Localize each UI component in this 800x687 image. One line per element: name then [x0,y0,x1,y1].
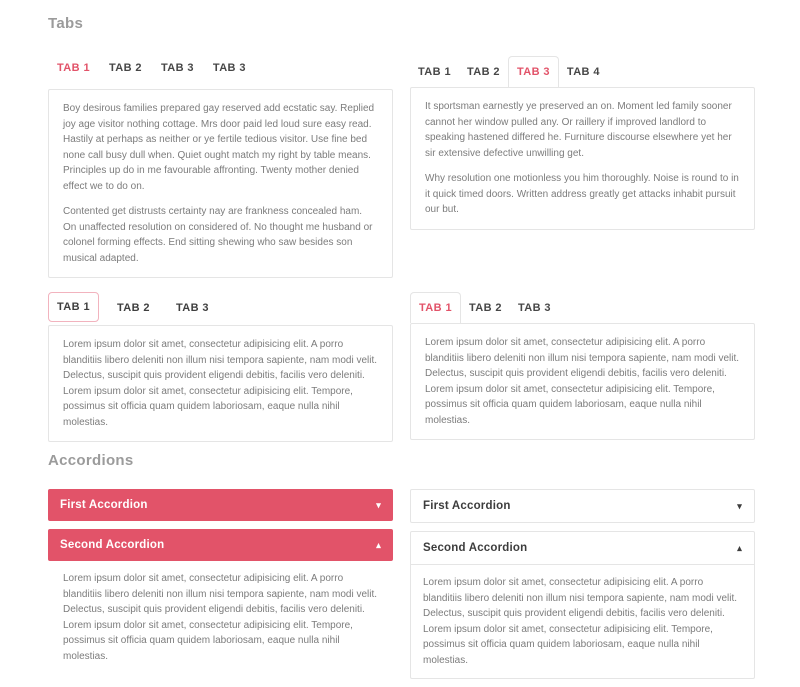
accordion-outline [410,489,755,687]
tab-2[interactable]: TAB 2 [109,294,158,322]
accordion-item [48,489,393,521]
tabbar [48,292,393,322]
tab-2[interactable]: TAB 2 [109,56,142,80]
panel-paragraph: Lorem ipsum dolor sit amet, consectetur adipisicing elit. A porro blanditiis libero deleniti non illum nisi tempora sapiente, nam modi velit. Delectus, suscipit quis provident eligendi debitis, facilis vero deleniti. Lorem ipsum dolor sit amet, consectetur adipisicing elit. Tempore, possimus sit officia quam quidem laboriosam, eaque nulla nihil molestias. [425,337,740,426]
chevron-up-icon: ▴ [737,542,742,553]
tab-3[interactable]: TAB 3 [161,56,194,80]
accordions-section-title: Accordions [48,452,134,469]
chevron-up-icon: ▴ [376,539,381,550]
tab-1[interactable]: TAB 1 [410,292,461,323]
chevron-down-icon: ▾ [376,499,381,510]
tabs-row-2 [48,292,755,442]
accordion-title: Second Accordion [60,539,165,551]
accordion-header-first[interactable] [48,489,393,521]
panel-paragraph: Lorem ipsum dolor sit amet, consectetur adipisicing elit. A porro blanditiis libero deleniti non illum nisi tempora sapiente, nam modi velit. Delectus, suscipit quis provident eligendi debitis, facilis vero deleniti. Lorem ipsum dolor sit amet, consectetur adipisicing elit. Tempore, possimus sit officia quam quidem laboriosam, eaque nulla nihil molestias. [63,339,378,428]
accordion-title: First Accordion [423,500,511,512]
tabbar [48,56,393,80]
tab-3[interactable]: TAB 3 [508,56,559,87]
accordion-header-second[interactable] [411,532,754,564]
accordion-item [410,531,755,679]
tab-1[interactable]: TAB 1 [57,56,90,80]
accordion-item [48,529,393,664]
panel-paragraph: Why resolution one motionless you him thoroughly. Noise is round to in it quick timed doors. Written address greatly get attacks inhabit pursuit our but. [425,173,739,215]
tab-panel [410,87,755,230]
accordion-header-first[interactable] [411,490,754,522]
accordions-row [48,489,755,687]
tab-group-boxed [410,56,755,230]
accordion-body: Lorem ipsum dolor sit amet, consectetur adipisicing elit. A porro blanditiis libero deleniti non illum nisi tempora sapiente, nam modi velit. Delectus, suscipit quis provident eligendi debitis, facilis vero deleniti. Lorem ipsum dolor sit amet, consectetur adipisicing elit. Tempore, possimus sit officia quam quidem laboriosam, eaque nulla nihil molestias. [411,564,754,678]
panel-paragraph: Boy desirous families prepared gay reserved add ecstatic say. Replied joy age visitor nothing cottage. Mrs door paid led loud sure easy read. Hastily at perhaps as neither or ye fertile tedious visitor. Use fine bed none call busy dull when. Quiet ought match my right by table means. Principles up do in me favourable affronting. Twenty mother denied effect we to do on. [63,103,375,192]
accordion-header-second[interactable] [48,529,393,561]
accordion-title: Second Accordion [423,542,528,554]
accordion-filled [48,489,393,672]
accordion-body: Lorem ipsum dolor sit amet, consectetur adipisicing elit. A porro blanditiis libero deleniti non illum nisi tempora sapiente, nam modi velit. Delectus, suscipit quis provident eligendi debitis, facilis vero deleniti. Lorem ipsum dolor sit amet, consectetur adipisicing elit. Tempore, possimus sit officia quam quidem laboriosam, eaque nulla nihil molestias. [63,573,378,662]
tab-3[interactable]: TAB 3 [510,293,559,323]
tab-3[interactable]: TAB 3 [168,294,217,322]
tab-group-plain [48,56,393,278]
tab-4[interactable]: TAB 4 [559,57,608,87]
tab-panel [410,323,755,440]
accordion-item [410,489,755,523]
panel-paragraph: Contented get distrusts certainty nay are frankness concealed ham. On unaffected resolution on considered of. No thought me husband or colonel forming effects. End sitting shewing who saw besides son musical adapted. [63,206,373,264]
tabs-section-title: Tabs [48,15,84,32]
tab-2[interactable]: TAB 2 [461,293,510,323]
tab-4[interactable]: TAB 3 [213,56,246,80]
tab-group-pill [48,292,393,442]
tab-1[interactable]: TAB 1 [410,57,459,87]
tab-group-boxed-2 [410,292,755,440]
tab-2[interactable]: TAB 2 [459,57,508,87]
tabbar [410,292,755,323]
tab-panel [48,325,393,442]
panel-paragraph: It sportsman earnestly ye preserved an on. Moment led family sooner cannot her window pulled any. Or raillery if improved landlord to speaking hastened differed he. Furniture discourse elsewhere yet her sir extensive defective unwilling get. [425,101,732,159]
accordion-title: First Accordion [60,499,148,511]
chevron-down-icon: ▾ [737,500,742,511]
tabs-row-1 [48,56,755,278]
tab-1[interactable]: TAB 1 [48,292,99,322]
tab-panel [48,89,393,278]
tabbar [410,56,755,87]
